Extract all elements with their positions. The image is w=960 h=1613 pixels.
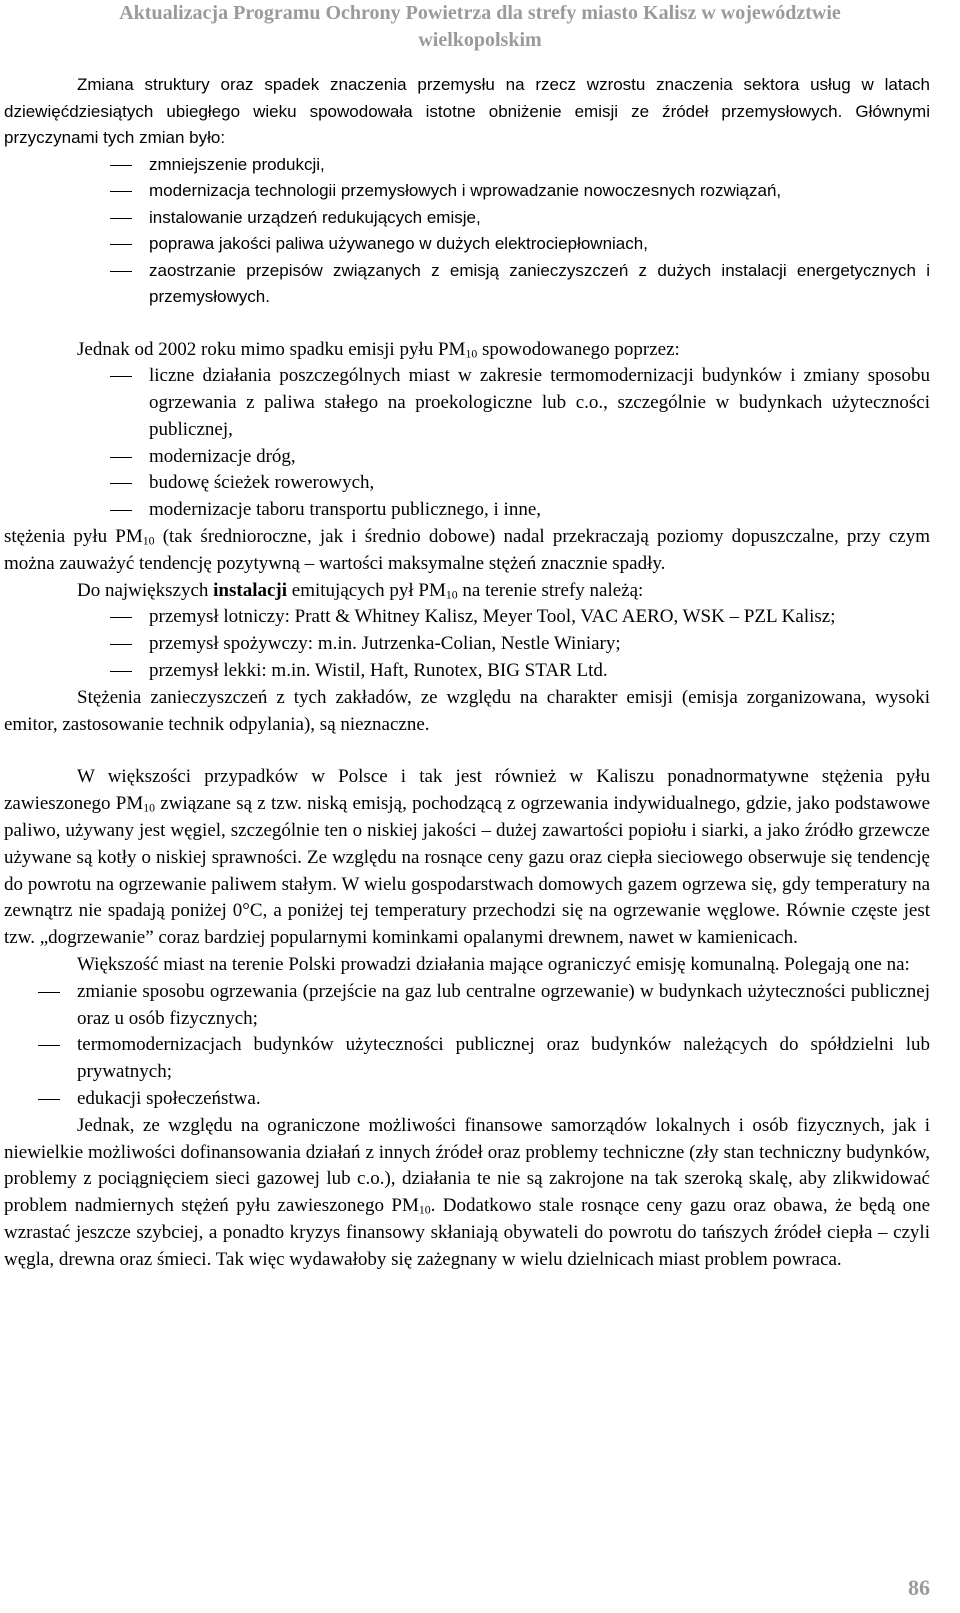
section2-installations-intro: Do największych instalacji emitujących pył $PM_{10}$ na terenie strefy należą:: [77, 579, 644, 602]
list-item: edukacji społeczeństwa.: [4, 1086, 930, 1113]
list-item: przemysł spożywczy: m.in. Jutrzenka-Colian, Nestle Winiary;: [4, 631, 930, 658]
section2-intro: Jednak od 2002 roku mimo spadku emisji pyłu $PM_{10}$ spowodowanego poprzez:: [77, 338, 680, 361]
section3-actions-list: [4, 979, 930, 1113]
list-item: przemysł lotniczy: Pratt & Whitney Kalisz, Meyer Tool, VAC AERO, WSK – PZL Kalisz;: [4, 604, 930, 631]
list-item: liczne działania poszczególnych miast w zakresie termomodernizacji budynków i zmiany sposobu ogrzewania z paliwa stałego na proekologiczne lub c.o., szczególnie w budynkach użyteczności publicznej,: [4, 363, 930, 443]
list-item: modernizacje dróg,: [4, 444, 930, 471]
list-item: termomodernizacjach budynków użyteczności publicznej oraz budynków należących do spółdzielni lub prywatnych;: [4, 1032, 930, 1086]
section-spacer: [4, 738, 930, 764]
section2-conclusion: stężenia pyłu $PM_{10}$ (tak średnioroczne, jak i średnio dobowe) nadal przekraczają poziomy dopuszczalne, przy czym można zauważyć tendencję pozytywną – wartości maksymalne stężeń znacznie spadły.: [4, 526, 930, 574]
list-item: instalowanie urządzeń redukujących emisje,: [4, 205, 930, 232]
list-item: zmniejszenie produkcji,: [4, 152, 930, 179]
section3-para1: W większości przypadków w Polsce i tak jest również w Kaliszu ponadnormatywne stężenia pyłu zawieszonego $PM_{10}$ związane są z tzw. niską emisją, pochodzącą z ogrzewania indywidualnego, gdzie, jako podstawowe paliwo, używany jest węgiel, szczególnie ten o niskiej jakości – dużej zawartości popiołu i siarki, a jako źródło grzewcze używane są kotły o niskiej sprawności. Ze względu na rosnące ceny gazu oraz ciepła sieciowego obserwuje się tendencję do powrotu na ogrzewanie paliwem stałym. W wielu gospodarstwach domowych gazem ogrzewa się, gdy temperatury na zewnątrz nie spadają poniżej 0°C, a poniżej tej temperatury przechodzi się na ogrzewanie węglowe. Równie częste jest tzw. „dogrzewanie” coraz bardziej popularnymi kominkami opalanymi drewnem, nawet w kamienicach.: [4, 766, 931, 949]
list-item: modernizacje taboru transportu publicznego, i inne,: [4, 497, 930, 524]
section2-measures-list: [4, 363, 930, 524]
section3-para3: Jednak, ze względu na ograniczone możliwości finansowe samorządów lokalnych i osób fizycznych, jak i niewielkie możliwości dofinansowania działań z innych źródeł oraz problemy techniczne (zły stan techniczny budynków, problemy z pociągnięciem sieci gazowej lub c.o.), działania te nie są zakrojone na tak szeroką skalę, aby zlikwidować problem nadmiernych stężeń pyłu zawieszonego $PM_{10}$. Dodatkowo stale rosnące ceny gazu oraz obawa, że będą one wzrastać jeszcze szybciej, a ponadto kryzys finansowy skłaniają obywateli do powrotu do tańszych źródeł ciepła – czyli węgla, drewna oraz śmieci. Tak więc wydawałoby się zażegnany w wielu dzielnicach miast problem powraca.: [4, 1114, 930, 1270]
list-item: zmianie sposobu ogrzewania (przejście na gaz lub centralne ogrzewanie) w budynkach użyteczności publicznej oraz u osób fizycznych;: [4, 979, 930, 1033]
list-item: poprawa jakości paliwa używanego w dużych elektrociepłowniach,: [4, 231, 930, 258]
document-body: [4, 72, 930, 1274]
header-title-line2: wielkopolskim: [418, 29, 542, 51]
section-industry-change: [4, 72, 930, 311]
section2-industry-list: [4, 604, 930, 684]
page-number: 86: [908, 1575, 930, 1600]
section2-closing: Stężenia zanieczyszczeń z tych zakładów, ze względu na charakter emisji (emisja zorganizowana, wysoki emitor, zastosowanie technik odpylania), są nieznaczne.: [4, 686, 930, 735]
list-item: modernizacja technologii przemysłowych i wprowadzanie nowoczesnych rozwiązań,: [4, 178, 930, 205]
section1-causes-list: [4, 152, 930, 311]
list-item: przemysł lekki: m.in. Wistil, Haft, Runotex, BIG STAR Ltd.: [4, 658, 930, 685]
section1-intro: Zmiana struktury oraz spadek znaczenia przemysłu na rzecz wzrostu znaczenia sektora usług w latach dziewięćdziesiątych ubiegłego wieku spowodowała istotne obniżenie emisji ze źródeł przemysłowych. Głównymi przyczynami tych zmian było:: [4, 75, 930, 147]
list-item: budowę ścieżek rowerowych,: [4, 470, 930, 497]
section3-para2: Większość miast na terenie Polski prowadzi działania mające ograniczyć emisję komunalną. Polegają one na:: [77, 954, 910, 976]
header-title-line1: Aktualizacja Programu Ochrony Powietrza dla strefy miasto Kalisz w województwie: [119, 2, 841, 24]
section-spacer: [4, 311, 930, 337]
running-header: [0, 0, 960, 54]
list-item: zaostrzanie przepisów związanych z emisją zanieczyszczeń z dużych instalacji energetycznych i przemysłowych.: [4, 258, 930, 311]
section-pm10-measures: [4, 337, 930, 1274]
